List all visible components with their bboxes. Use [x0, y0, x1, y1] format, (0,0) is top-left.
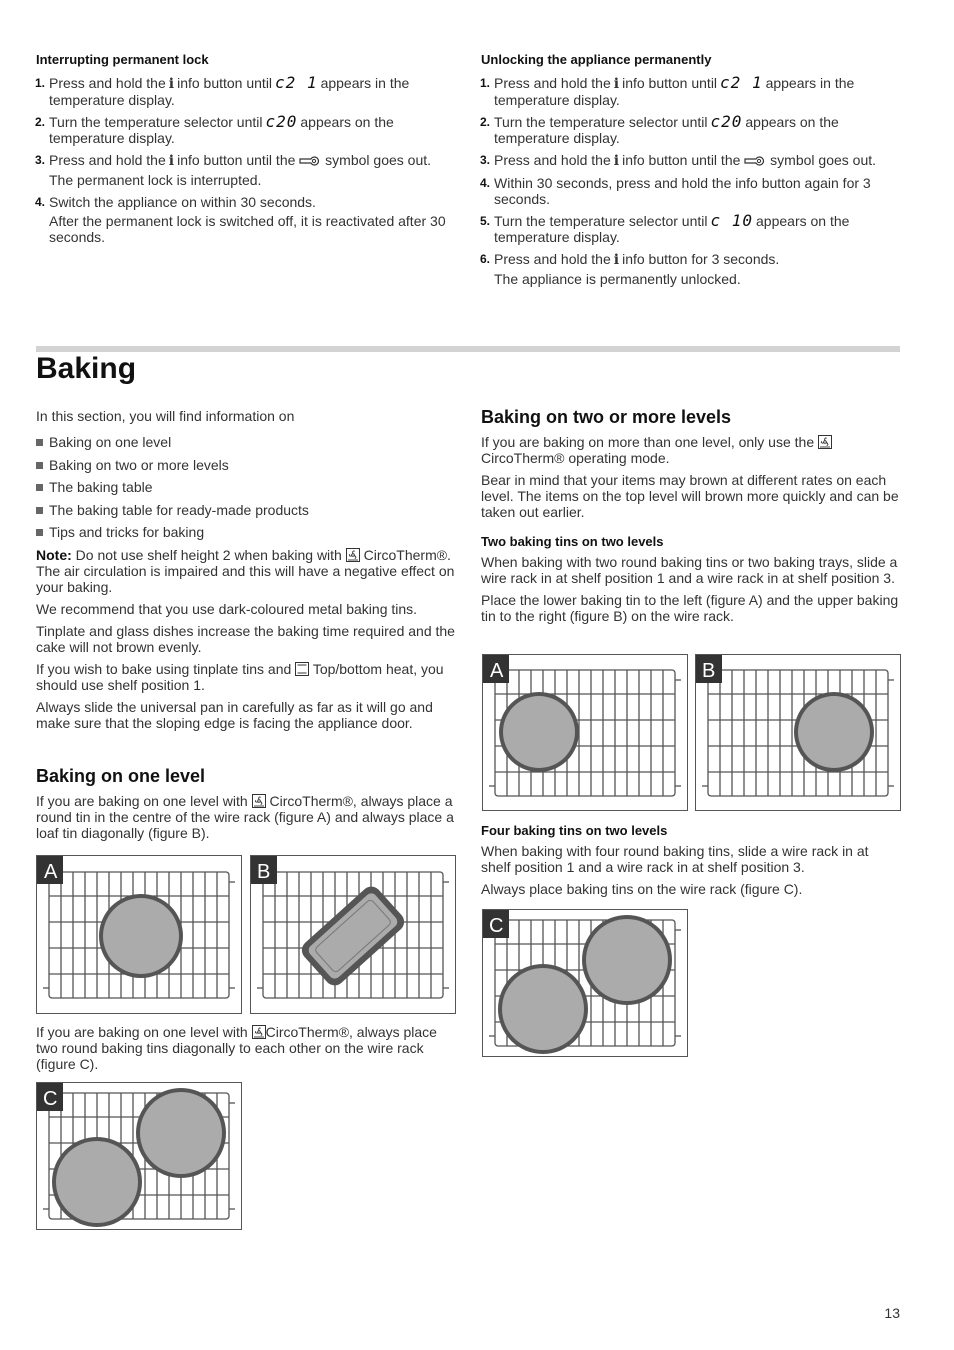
interrupt-step-2: 2. Turn the temperature selector until c20 appears on the temperature display.: [35, 112, 394, 146]
four-tins-heading: Four baking tins on two levels: [481, 823, 668, 838]
interrupt-heading: Interrupting permanent lock: [36, 52, 209, 67]
info-icon: i: [613, 76, 620, 92]
figure-two-levels-c: [482, 909, 688, 1057]
figure-one-level-a: [36, 855, 242, 1014]
interrupt-step-3-result: The permanent lock is interrupted.: [49, 172, 262, 188]
paragraph: When baking with four round baking tins, slide a wire rack in at shelf position 1 and a wire rack in at shelf position 3.: [481, 843, 869, 875]
list-item: Baking on one level: [36, 434, 456, 450]
paragraph: Always place baking tins on the wire rack (figure C).: [481, 881, 803, 897]
unlock-step-4: 4. Within 30 seconds, press and hold the info button again for 3 seconds.: [480, 175, 871, 207]
figure-one-level-c: [36, 1082, 242, 1230]
paragraph: If you wish to bake using tinplate tins and Top/bottom heat, you should use shelf position 1.: [36, 660, 444, 693]
figure-two-levels-a: [482, 654, 688, 811]
unlock-step-3: 3. Press and hold the i info button until the symbol goes out.: [480, 152, 877, 169]
info-icon: i: [613, 153, 620, 169]
display-code: c2 1: [275, 73, 318, 92]
paragraph: Place the lower baking tin to the left (figure A) and the upper baking tin to the right (figure B) on the wire rack.: [481, 592, 899, 624]
list-item: Tips and tricks for baking: [36, 524, 456, 540]
figure-label: B: [257, 861, 271, 883]
intro-text: In this section, you will find information on: [36, 408, 295, 424]
page-number: 13: [884, 1305, 900, 1321]
paragraph: When baking with two round baking tins or two baking trays, slide a wire rack in at shelf position 1 and a wire rack in at shelf position 3.: [481, 554, 898, 586]
figure-label: C: [43, 1088, 58, 1110]
interrupt-step-4: 4. Switch the appliance on within 30 seconds. After the permanent lock is switched off, it is reactivated after 30 seconds.: [36, 194, 456, 245]
info-icon: i: [168, 76, 175, 92]
interrupt-section: [36, 52, 456, 251]
circotherm-icon: [818, 435, 832, 449]
paragraph: Bear in mind that your items may brown at different rates on each level. The items on the top level will brown more quickly and can be taken out earlier.: [481, 472, 899, 520]
unlock-steps: [481, 75, 901, 287]
circotherm-icon: [252, 794, 266, 808]
info-icon: i: [613, 252, 620, 268]
unlock-section: [481, 52, 901, 293]
info-icon: i: [168, 153, 175, 169]
key-symbol-icon: [299, 155, 321, 167]
page-title: Baking: [36, 352, 137, 385]
figure-label: B: [702, 660, 716, 682]
paragraph: If you are baking on one level with CircoTherm®, always place two round baking tins diagonally to each other on the wire rack (figure C).: [36, 1024, 437, 1072]
one-level-section: [36, 766, 456, 847]
figure-two-levels-b: [695, 654, 901, 811]
interrupt-steps: [36, 75, 456, 245]
interrupt-step-4-result: After the permanent lock is switched off, it is reactivated after 30 seconds.: [49, 213, 446, 245]
baking-intro: [36, 408, 456, 737]
one-level-heading: Baking on one level: [36, 766, 206, 786]
circotherm-icon: [252, 1025, 266, 1039]
unlock-step-6: 6. Press and hold the i info button for 3 seconds. The appliance is permanently unlocked.: [481, 251, 901, 287]
display-code: c2 1: [720, 73, 763, 92]
figure-label: A: [490, 660, 504, 682]
paragraph: Tinplate and glass dishes increase the baking time required and the cake will not brown evenly.: [36, 622, 455, 655]
display-code: c 10: [710, 211, 754, 230]
section-divider: [36, 346, 900, 352]
unlock-step-6-result: The appliance is permanently unlocked.: [494, 271, 741, 287]
list-item: The baking table for ready-made products: [36, 502, 456, 518]
figure-label: A: [44, 861, 58, 883]
figure-label: C: [489, 915, 504, 937]
display-code: c20: [265, 112, 298, 131]
unlock-step-2: 2. Turn the temperature selector until c20 appears on the temperature display.: [480, 112, 839, 146]
two-tins-heading: Two baking tins on two levels: [481, 534, 664, 549]
paragraph: If you are baking on one level with CircoTherm®, always place a round tin in the centre of the wire rack (figure A) and always place a loaf tin diagonally (figure B).: [36, 793, 454, 841]
note-paragraph: Note: Do not use shelf height 2 when baking with CircoTherm®. The air circulation is impaired and this will have a negative effect on your baking.: [36, 546, 455, 595]
unlock-heading: Unlocking the appliance permanently: [481, 52, 712, 67]
two-levels-section: [481, 407, 901, 630]
figure-one-level-b: [250, 855, 456, 1014]
interrupt-step-1: 1. Press and hold the i info button until c2 1 appears in the temperature display.: [35, 73, 410, 108]
paragraph: Always slide the universal pan in carefully as far as it will go and make sure that the sloping edge is facing the appliance door.: [36, 698, 433, 731]
four-tins-section: [481, 823, 901, 903]
paragraph: We recommend that you use dark-coloured metal baking tins.: [36, 600, 418, 617]
topic-list: [36, 434, 456, 540]
unlock-step-1: 1. Press and hold the i info button until c2 1 appears in the temperature display.: [480, 73, 855, 108]
unlock-step-5: 5. Turn the temperature selector until c 10 appears on the temperature display.: [480, 211, 850, 245]
two-levels-heading: Baking on two or more levels: [481, 407, 732, 427]
note-label: Note:: [36, 546, 72, 563]
list-item: Baking on two or more levels: [36, 457, 456, 473]
list-item: The baking table: [36, 479, 456, 495]
circotherm-icon: [346, 548, 360, 562]
key-symbol-icon: [744, 155, 766, 167]
paragraph: If you are baking on more than one level, only use the CircoTherm® operating mode.: [481, 434, 901, 466]
interrupt-step-3: 3. Press and hold the i info button until the symbol goes out. The permanent lock is interrupted.: [36, 152, 456, 188]
one-level-text-2: [36, 1024, 456, 1078]
top-bottom-heat-icon: [295, 662, 309, 676]
display-code: c20: [710, 112, 743, 131]
